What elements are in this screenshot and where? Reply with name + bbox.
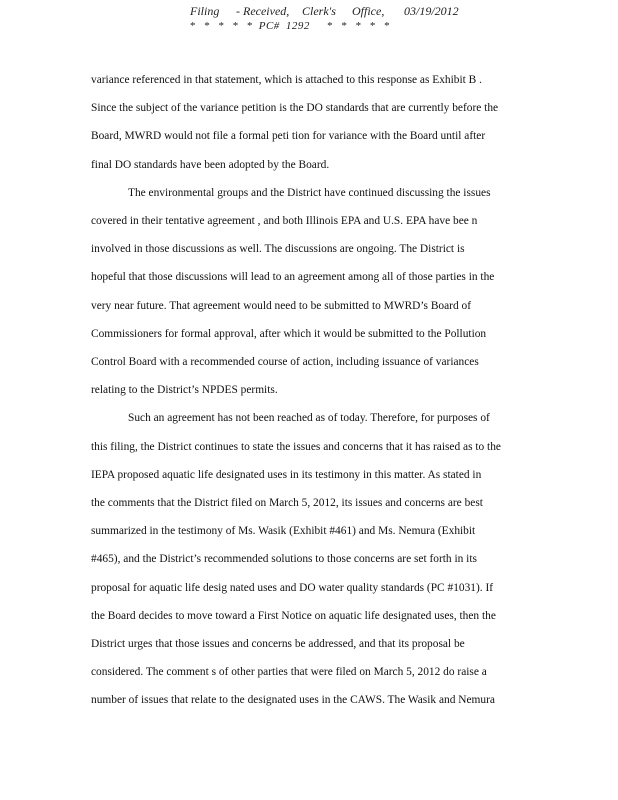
text-line: Such an agreement has not been reached as of today. Therefore, for purposes of xyxy=(128,412,490,425)
text-line: summarized in the testimony of Ms. Wasik (Exhibit #461) and Ms. Nemura (Exhibit xyxy=(91,525,476,538)
text-line: The environmental groups and the District have continued discussing the issues xyxy=(128,186,491,199)
stamp-clerks: Clerk's xyxy=(302,4,336,18)
stamp-office: Office, xyxy=(352,4,385,18)
paragraph-2 xyxy=(91,179,531,405)
stamp-filing: Filing xyxy=(190,4,220,18)
text-line: relating to the District’s NPDES permits. xyxy=(91,384,278,397)
filing-stamp-header xyxy=(190,4,459,33)
document-body xyxy=(91,66,531,715)
text-line: the comments that the District filed on March 5, 2012, its issues and concerns are best xyxy=(91,497,483,510)
paragraph-1 xyxy=(91,66,531,179)
text-line: very near future. That agreement would need to be submitted to MWRD’s Board of xyxy=(91,299,472,312)
pc-number: 1292 xyxy=(285,20,310,32)
text-line: Board, MWRD would not file a formal peti tion for variance with the Board until after xyxy=(91,130,486,143)
filing-stamp-line xyxy=(190,4,459,18)
text-line: this filing, the District continues to state the issues and concerns that it has raised as to the xyxy=(91,440,501,453)
text-line: involved in those discussions as well. The discussions are ongoing. The District is xyxy=(91,243,465,256)
text-line: Commissioners for formal approval, after which it would be submitted to the Pollution xyxy=(91,327,487,340)
text-line: considered. The comment s of other parties that were filed on March 5, 2012 do raise a xyxy=(91,666,487,679)
text-line: Control Board with a recommended course of action, including issuance of variances xyxy=(91,356,479,369)
stars-right: * * * * * xyxy=(327,20,393,32)
text-line: the Board decides to move toward a First Notice on aquatic life designated uses, then the xyxy=(91,609,496,622)
text-line: covered in their tentative agreement , and both Illinois EPA and U.S. EPA have bee n xyxy=(91,215,478,228)
text-line: District urges that those issues and concerns be addressed, and that its proposal be xyxy=(91,638,465,651)
stars-left: * * * * * xyxy=(190,20,256,32)
stamp-date: 03/19/2012 xyxy=(404,4,459,18)
paragraph-3 xyxy=(91,404,531,714)
text-line: IEPA proposed aquatic life designated uses in its testimony in this matter. As stated in xyxy=(91,468,482,481)
stamp-received: - Received, xyxy=(236,4,290,18)
text-line: #465), and the District’s recommended solutions to those concerns are set forth in its xyxy=(91,553,477,566)
text-line: final DO standards have been adopted by the Board. xyxy=(91,158,330,171)
text-line: Since the subject of the variance petition is the DO standards that are currently before the xyxy=(91,102,499,115)
text-line: hopeful that those discussions will lead to an agreement among all of those parties in the xyxy=(91,271,495,284)
pc-label: PC# xyxy=(258,20,280,32)
text-line: proposal for aquatic life desig nated uses and DO water quality standards (PC #1031). If xyxy=(91,581,494,594)
text-line: number of issues that relate to the designated uses in the CAWS. The Wasik and Nemura xyxy=(91,694,495,707)
text-line: variance referenced in that statement, which is attached to this response as Exhibit B . xyxy=(91,74,482,86)
pc-number-line xyxy=(190,19,459,33)
